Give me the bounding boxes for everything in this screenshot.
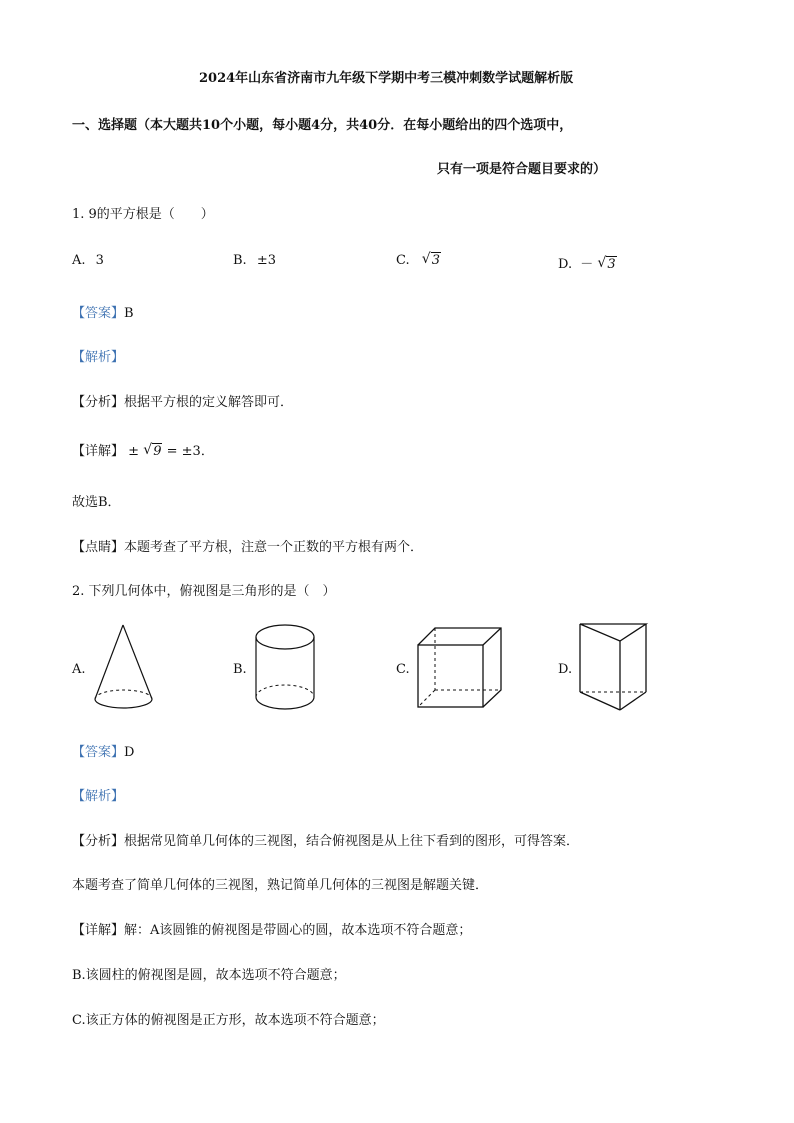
q2-detail-c: C.该正方体的俯视图是正方形，故本选项不符合题意；: [72, 1013, 385, 1028]
cube-icon: [415, 626, 505, 712]
q1-option-b: [233, 253, 276, 268]
q2-fenxi: [72, 830, 579, 849]
sqrt-symbol: √ 3: [421, 251, 441, 268]
answer-value: B: [124, 306, 134, 321]
q1-option-a: [72, 253, 104, 268]
q2-stem: 2. 下列几何体中，俯视图是三角形的是（ ）: [72, 584, 336, 599]
option-label: D.: [558, 257, 573, 272]
q2-answer: [72, 741, 134, 760]
cylinder-icon: [254, 622, 318, 714]
q1-stem: 1. 9的平方根是（ ）: [72, 207, 214, 222]
section-header-line2: 只有一项是符合题目要求的）: [437, 162, 607, 177]
q2-detail-a: [72, 919, 471, 938]
detail-prefix: ±: [128, 444, 140, 459]
q2-note: 本题考查了简单几何体的三视图，熟记简单几何体的三视图是解题关键．: [72, 878, 489, 893]
cone-icon: [90, 622, 160, 712]
answer-tag: 【答案】: [72, 745, 125, 760]
option-value: 3: [607, 257, 616, 272]
option-label: B.: [233, 253, 247, 268]
dianjing-text: 本题考查了平方根，注意一个正数的平方根有两个．: [124, 540, 424, 555]
dianjing-tag: 【点睛】: [72, 540, 125, 555]
answer-value: D: [124, 745, 135, 760]
q2-option-b-label: B.: [233, 662, 247, 677]
q1-analysis-tag: 【解析】: [72, 350, 125, 365]
q1-option-c: [396, 253, 441, 268]
detail-radicand: 9: [153, 444, 162, 459]
q2-option-d-label: D.: [558, 662, 573, 677]
detail-text: 解：A该圆锥的俯视图是带圆心的圆，故本选项不符合题意；: [124, 923, 472, 938]
fenxi-tag: 【分析】: [72, 834, 125, 849]
q2-option-c-label: C.: [396, 662, 410, 677]
detail-tag: 【详解】: [72, 923, 125, 938]
detail-suffix: = ±3．: [166, 444, 214, 459]
q1-answer: [72, 302, 134, 321]
q1-detail: [72, 440, 214, 459]
q1-fenxi: [72, 391, 293, 410]
option-value: 3: [95, 253, 104, 268]
sqrt-symbol: √ 9: [143, 442, 162, 459]
page-title: 2024年山东省济南市九年级下学期中考三模冲刺数学试题解析版: [199, 71, 574, 86]
sqrt-symbol: √ 3: [597, 255, 616, 272]
fenxi-text: 根据平方根的定义解答即可．: [124, 395, 294, 410]
q1-choose: 故选B．: [72, 495, 121, 510]
q2-detail-b: B.该圆柱的俯视图是圆，故本选项不符合题意；: [72, 968, 346, 983]
section-header-line1: 一、选择题（本大题共10个小题，每小题4分，共40分．在每小题给出的四个选项中，: [72, 118, 573, 133]
q1-dianjing: [72, 536, 423, 555]
detail-tag: 【详解】: [72, 444, 125, 459]
option-label: C.: [396, 253, 410, 268]
option-label: A.: [72, 253, 86, 268]
q1-option-d: [558, 253, 617, 272]
fenxi-tag: 【分析】: [72, 395, 125, 410]
option-value: ±3: [256, 253, 276, 268]
q2-analysis-tag: 【解析】: [72, 789, 125, 804]
answer-tag: 【答案】: [72, 306, 125, 321]
option-value: 3: [431, 253, 441, 268]
minus-sign: －: [580, 257, 594, 272]
q2-option-a-label: A.: [72, 662, 86, 677]
fenxi-text: 根据常见简单几何体的三视图，结合俯视图是从上往下看到的图形，可得答案．: [124, 834, 580, 849]
triangular-prism-icon: [578, 621, 650, 715]
